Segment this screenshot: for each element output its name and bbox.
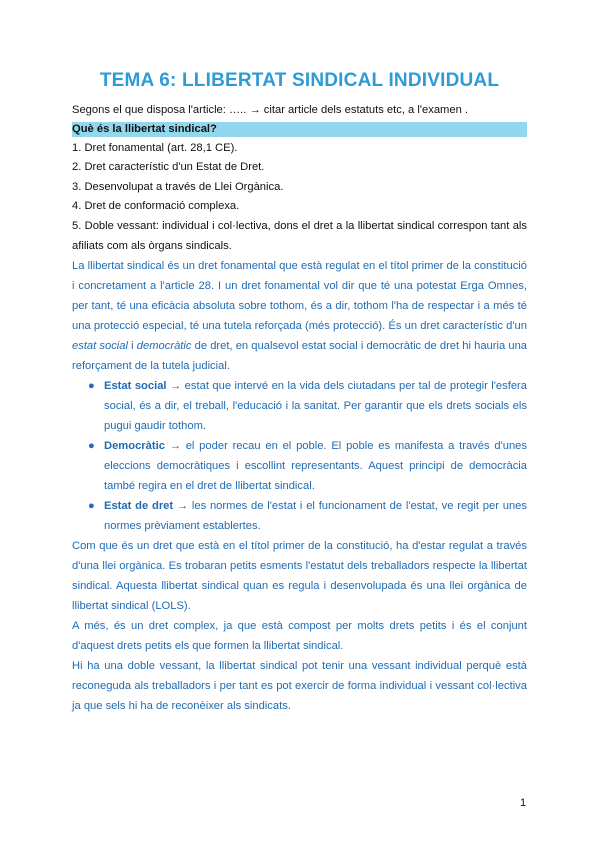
list-item: 1. Dret fonamental (art. 28,1 CE). bbox=[72, 141, 238, 154]
list-item: 5. Doble vessant: individual i col·lectiva, dons el dret a la llibertat sindical correspon tant als afiliats com als òrgans sindicals. bbox=[72, 219, 527, 252]
bullet-text: → el poder recau en el poble. El poble es manifesta a través d'unes eleccions democràtiques i escollint representants. Aquest principi de democràcia també regira en el dret de llibertat sindical. bbox=[104, 440, 527, 493]
bullet-item-democratic bbox=[72, 436, 527, 496]
document-page bbox=[72, 70, 527, 716]
bullet-dot-icon: ● bbox=[88, 440, 95, 453]
intro-line: Segons el que disposa l'article: ….. → citar article dels estatuts etc, a l'examen . bbox=[72, 104, 469, 116]
page-title: TEMA 6: LLIBERTAT SINDICAL INDIVIDUAL bbox=[99, 70, 500, 91]
bullet-dot-icon: ● bbox=[88, 500, 95, 513]
bullet-item-estat-de-dret bbox=[72, 496, 527, 536]
page-number: 1 bbox=[520, 797, 527, 809]
bullet-term: Estat de dret bbox=[104, 500, 174, 513]
bullet-list bbox=[72, 376, 527, 536]
bullet-dot-icon: ● bbox=[88, 380, 95, 393]
bullet-text: → les normes de l'estat i el funcionament de l'estat, ve regit per unes normes prèviament establertes. bbox=[104, 500, 527, 533]
bullet-term: Estat social bbox=[104, 380, 167, 393]
section-heading: Què és la llibertat sindical? bbox=[72, 122, 527, 137]
paragraph-llei-organica: Com que és un dret que està en el títol primer de la constitució, ha d'estar regulat a través d'una llei orgànica. Es trobaran petits esments l'estatut dels treballadors respecte la llibertat sindical. Aquesta llibertat sindical quan es regula i desenvolupada és una llei orgànica de llibertat sindical (LOLS). bbox=[72, 540, 527, 613]
numbered-list bbox=[72, 139, 527, 257]
paragraph-definition bbox=[72, 256, 527, 376]
list-item: 2. Dret característic d'un Estat de Dret. bbox=[72, 161, 265, 174]
para1-italic-democratic: democràtic bbox=[136, 340, 192, 353]
para1-italic-estat-social: estat social bbox=[72, 340, 128, 353]
list-item: 3. Desenvolupat a través de Llei Orgànica. bbox=[72, 180, 284, 193]
bullet-term: Democràtic bbox=[104, 440, 165, 453]
bullet-item-estat-social bbox=[72, 376, 527, 436]
para1-text-a: La llibertat sindical és un dret fonamental que està regulat en el títol primer de la constitució i concretament a l'article 28. I un dret fonamental vol dir que té una potestat Erga Omnes, per tant, té una eficàcia absoluta sobre tothom, és a dir, tothom l'ha de respectar i a més té una protecció especial, té una tutela reforçada (més protecció). És un dret característic d'un bbox=[72, 260, 527, 333]
list-item: 4. Dret de conformació complexa. bbox=[72, 200, 240, 213]
para1-text-c: de dret, en qualsevol estat social i democràtic de dret hi hauria una reforçament de la tutela judicial. bbox=[72, 340, 528, 373]
paragraph-dret-complex: A més, és un dret complex, ja que està compost per molts drets petits i és el conjunt d'aquest drets petits els que formen la llibertat sindical. bbox=[72, 620, 527, 653]
paragraph-doble-vessant: Hi ha una doble vessant, la llibertat sindical pot tenir una vessant individual perquè està reconeguda als treballadors i per tant es pot exercir de forma individual i vessant col·lectiva ja que sels hi ha de reconèixer als sindicats. bbox=[72, 660, 527, 713]
para1-text-b: i bbox=[128, 340, 137, 353]
bullet-text: → estat que intervé en la vida dels ciutadans per tal de protegir l'esfera social, és a dir, el treball, l'educació i la sanitat. Per garantir que els drets socials els pugui gaudir tothom. bbox=[104, 380, 527, 433]
